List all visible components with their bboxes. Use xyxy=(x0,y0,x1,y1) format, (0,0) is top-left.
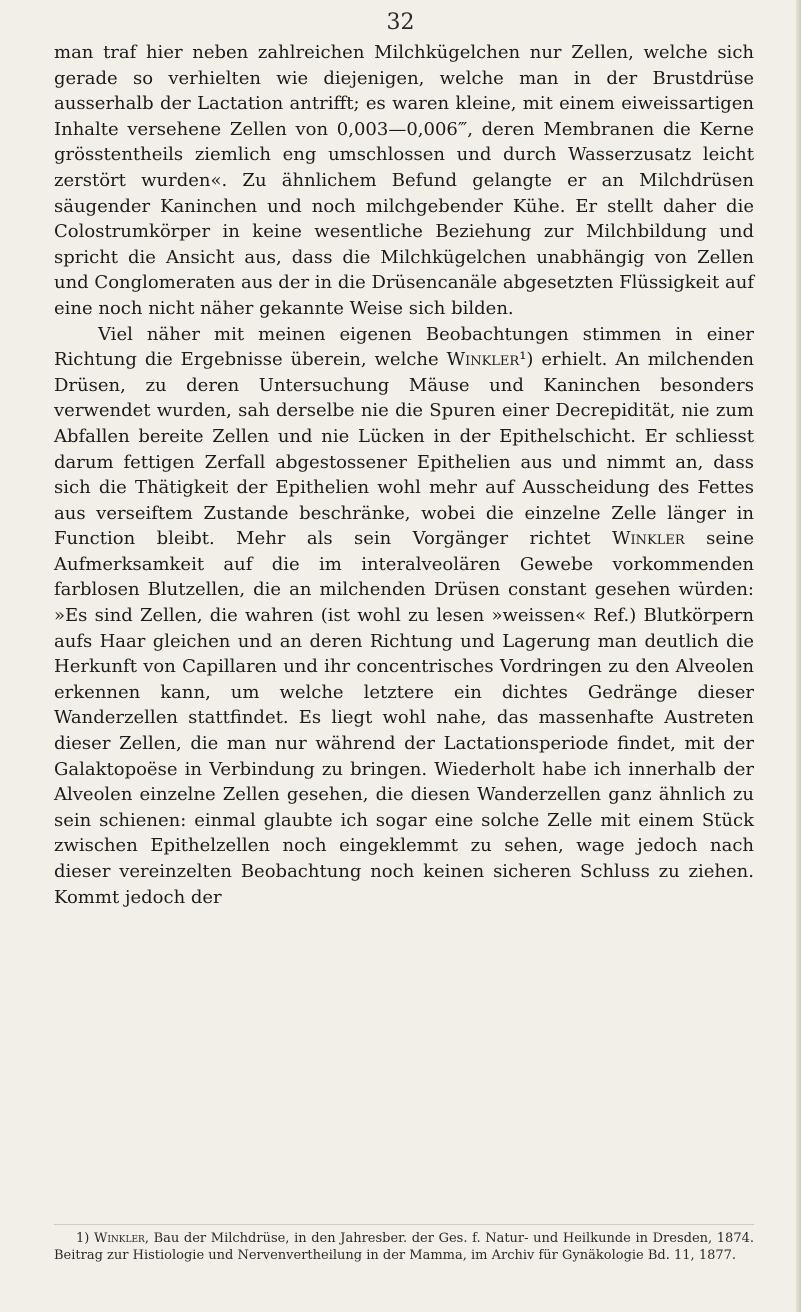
paragraph-1 xyxy=(54,40,754,322)
text-segment: Viel näher mit meinen eigenen Beobachtungen stimmen in einer Richtung die Ergebnisse überein, welche xyxy=(54,323,754,371)
paragraph-2 xyxy=(54,322,754,911)
footnote-divider xyxy=(54,1224,754,1225)
footnote-1 xyxy=(54,1230,754,1264)
footnote-text: , Bau der Milchdrüse, in den Jahresber. der Ges. f. Natur- und Heilkunde in Dresden, 1874. Beitrag zur Histiologie und Nervenvertheilung in der Mamma, im Archiv für Gynäkologie Bd. 11, 1877. xyxy=(54,1231,754,1263)
text-segment: seine Aufmerksamkeit auf die im interalveolären Gewebe vorkommenden farblosen Blutzellen, die an milchenden Drüsen constant gesehen würden: »Es sind Zellen, die wahren (ist wohl zu lesen »weissen« Ref.) Blutkörpern aufs Haar gleichen und an deren Richtung und Lagerung man deutlich die Herkunft von Capillaren und ihr concentrisches Vordringen zu den Alveolen erkennen kann, um welche letztere ein dichtes Gedränge dieser Wanderzellen stattfindet. Es liegt wohl nahe, das massenhafte Austreten dieser Zellen, die man nur während der Lactationsperiode findet, mit der Galaktopoëse in Verbindung zu bringen. Wiederholt habe ich innerhalb der Alveolen einzelne Zellen gesehen, die diesen Wanderzellen ganz ähnlich zu sein schienen: einmal glaubte ich sogar eine solche Zelle mit einem Stück zwischen Epithelzellen noch eingeklemmt zu sehen, wage jedoch nach dieser vereinzelten Beobachtung noch keinen sicheren Schluss zu ziehen. Kommt jedoch der xyxy=(54,528,754,908)
body-text xyxy=(54,40,754,910)
author-name-winkler: Winkler xyxy=(93,1231,145,1246)
author-name-winkler: Winkler xyxy=(446,349,520,371)
footnotes xyxy=(54,1230,754,1264)
page-edge xyxy=(796,0,801,1312)
page-number: 32 xyxy=(386,10,415,35)
author-name-winkler: Winkler xyxy=(612,528,685,550)
text-segment: man traf hier neben zahlreichen Milchkügelchen nur Zellen, welche sich gerade so verhielten wie diejenigen, welche man in der Brustdrüse ausserhalb der Lactation antrifft; es waren kleine, mit einem eiweissartigen Inhalte versehene Zellen von 0,003—0,006‴, deren Membranen die Kerne grösstentheils ziemlich eng umschlossen und durch Wasserzusatz leicht zerstört wurden«. Zu ähnlichem Befund gelangte er an Milchdrüsen säugender Kaninchen und noch milchgebender Kühe. Er stellt daher die Colostrumkörper in keine wesentliche Beziehung zur Milchbildung und spricht die Ansicht aus, dass die Milchkügelchen unabhängig von Zellen und Conglomeraten aus der in die Drüsencanäle abgesetzten Flüssigkeit auf eine noch nicht näher gekannte Weise sich bilden. xyxy=(54,42,754,319)
footnote-marker: 1) xyxy=(76,1231,94,1246)
text-segment: ¹) erhielt. An milchenden Drüsen, zu deren Untersuchung Mäuse und Kaninchen besonders verwendet wurden, sah derselbe nie die Spuren einer Decrepidität, nie zum Abfallen bereite Zellen und nie Lücken in der Epithelschicht. Er schliesst darum fettigen Zerfall abgestossener Epithelien aus und nimmt an, dass sich die Thätigkeit der Epithelien wohl mehr auf Ausscheidung des Fettes aus verseiftem Zustande beschränke, wobei die einzelne Zelle länger in Function bleibt. Mehr als sein Vorgänger richtet xyxy=(54,349,754,550)
